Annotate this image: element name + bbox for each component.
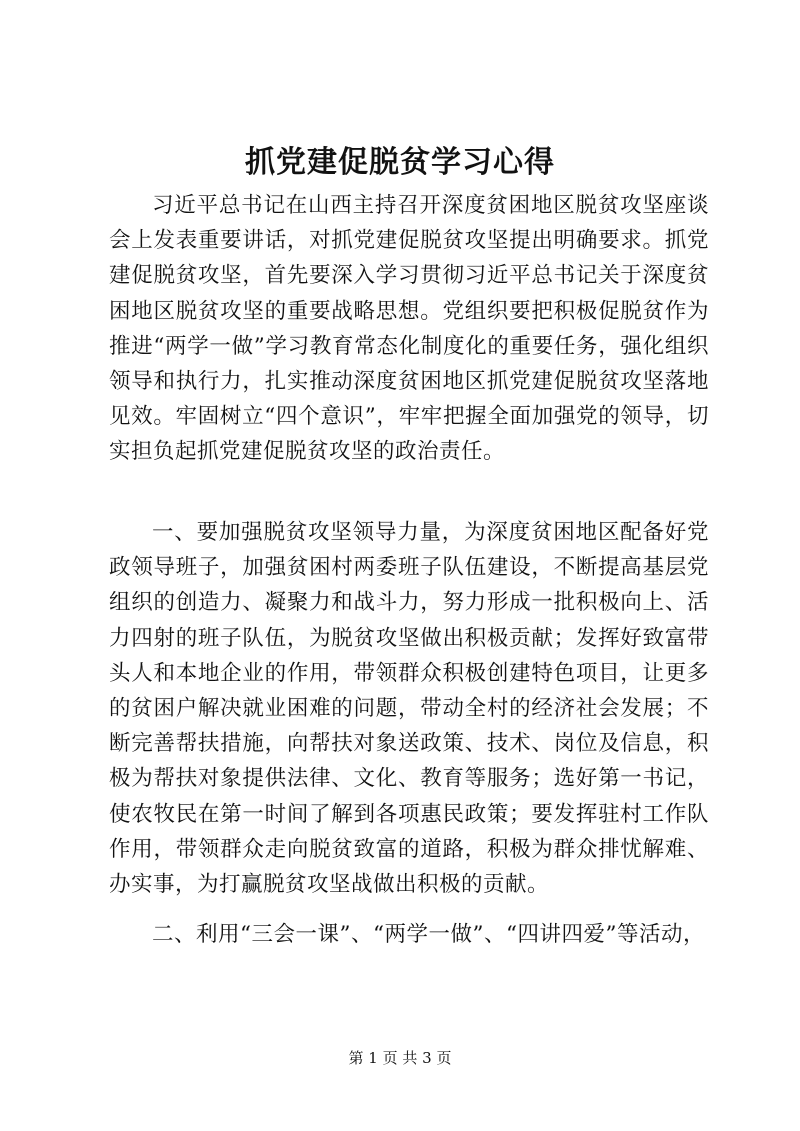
document-title: 抓党建促脱贫学习心得 xyxy=(245,145,555,180)
paragraph-section-one: 一、要加强脱贫攻坚领导力量，为深度贫困地区配备好党政领导班子，加强贫困村两委班子队伍建设，不断提高基层党组织的创造力、凝聚力和战斗力，努力形成一批积极向上、活力四射的班子队伍，为脱贫攻坚做出积极贡献；发挥好致富带头人和本地企业的作用，带领群众积极创建特色项目，让更多的贫困户解决就业困难的问题，带动全村的经济社会发展；不断完善帮扶措施，向帮扶对象送政策、技术、岗位及信息，积极为帮扶对象提供法律、文化、教育等服务；选好第一书记，使农牧民在第一时间了解到各项惠民政策；要发挥驻村工作队作用，带领群众走向脱贫致富的道路，积极为群众排忧解难、办实事，为打赢脱贫攻坚战做出积极的贡献。 xyxy=(109,520,709,898)
page-footer: 第 1 页 共 3 页 xyxy=(348,1049,452,1067)
paragraph-intro: 习近平总书记在山西主持召开深度贫困地区脱贫攻坚座谈会上发表重要讲话，对抓党建促脱贫攻坚提出明确要求。抓党建促脱贫攻坚，首先要深入学习贯彻习近平总书记关于深度贫困地区脱贫攻坚的重要战略思想。党组织要把积极促脱贫作为推进“两学一做”学习教育常态化制度化的重要任务，强化组织领导和执行力，扎实推动深度贫困地区抓党建促脱贫攻坚落地见效。牢固树立“四个意识”，牢牢把握全面加强党的领导，切实担负起抓党建促脱贫攻坚的政治责任。 xyxy=(109,193,709,465)
paragraph-section-two: 二、利用“三会一课”、“两学一做”、“四讲四爱”等活动， xyxy=(152,922,705,947)
